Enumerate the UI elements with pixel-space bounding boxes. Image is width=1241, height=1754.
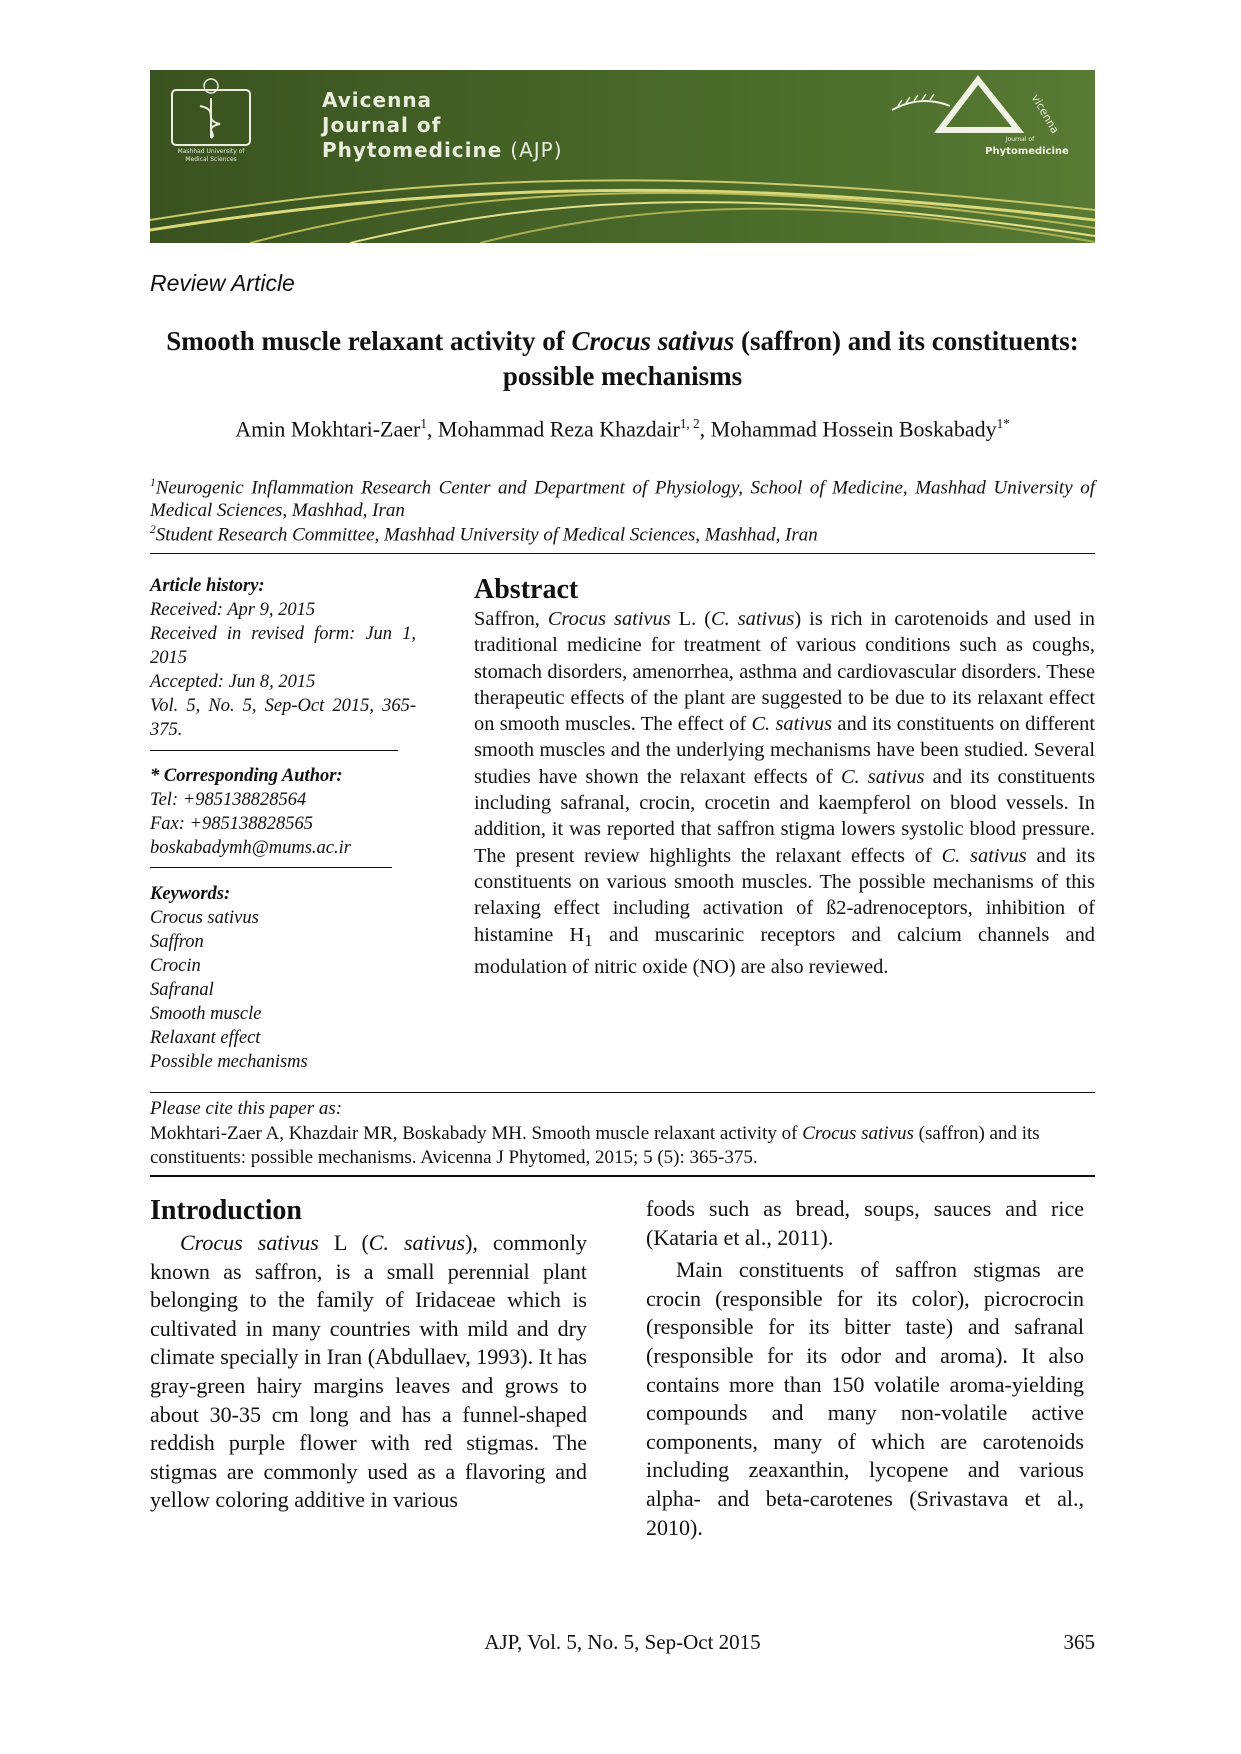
banner-title-abbrev: (AJP) [510,138,563,162]
author-list [150,416,1095,442]
author-3-sup: 1* [996,416,1010,431]
revised-date: Received in revised form: Jun 1, 2015 [150,624,416,668]
abstract-s6-sub: 1 [584,930,593,950]
author-2: , Mohammad Reza Khazdair [426,416,680,442]
abstract-s5-italic: C. sativus [941,844,1027,867]
banner-title-line3-wrap [322,138,563,163]
abstract-s2-italic: C. sativus [711,608,795,630]
intro-italic-1: Crocus sativus [180,1230,319,1255]
affiliation-2-sup: 2 [150,524,156,536]
keyword: Crocus sativus [150,908,259,928]
abstract-s4-italic: C. sativus [840,765,925,788]
corr-fax: Fax: +985138828565 [150,814,314,834]
banner-title [322,88,563,163]
author-3: , Mohammad Hossein Boskabady [699,416,997,442]
abstract-heading: Abstract [474,574,579,605]
intro-column-right [646,1195,1084,1542]
title-part1: Smooth muscle relaxant activity of [166,326,572,356]
keywords-block [150,882,416,1074]
sidebar-divider-1 [150,750,398,751]
divider-top [150,553,1095,554]
journal-banner [150,70,1095,243]
affiliation-2 [150,519,1095,546]
banner-title-line3: Phytomedicine [322,138,503,162]
banner-title-line2: Journal of [322,113,442,137]
page-number: 365 [1063,1630,1095,1654]
banner-right-name: Phytomedicine [985,146,1069,157]
author-1-sup: 1 [420,416,427,431]
keyword: Smooth muscle [150,1004,262,1024]
abstract-text [474,606,1095,980]
abstract-s6: and its constituents on various smooth muscles. The possible mechanisms of this relaxing effect including activation of ß2-adrenoceptors, inhibition of histamine H [474,844,1096,946]
title-italic: Crocus sativus [571,326,735,356]
keyword: Crocin [150,956,201,976]
author-1: Amin Mokhtari-Zaer [235,416,421,442]
cite-label: Please cite this paper as: [150,1098,343,1119]
abstract-s2: L. ( [670,608,712,630]
abstract-s1: Saffron, [474,608,548,630]
footer-journal: AJP, Vol. 5, No. 5, Sep-Oct 2015 [484,1630,761,1654]
corr-tel: Tel: +985138828564 [150,790,307,810]
intro-p1-b: ), commonly known as saffron, is a small perennial plant belonging to the family of Iridaceae which is cultivated in many countries with mild and dry climate specially in Iran (Abdullaev, 1993). It has gray-green hairy margins leaves and grows to about 30-35 cm long and has a funnel-shaped reddish purple flower with red stigmas. The stigmas are commonly used as a flavoring and yellow coloring additive in various [150,1230,587,1513]
intro-p1-continued: foods such as bread, soups, sauces and rice (Kataria et al., 2011). [646,1196,1084,1250]
keyword: Safranal [150,980,214,1000]
affiliation-1 [150,472,1095,522]
corresponding-author [150,764,416,860]
banner-title-line1: Avicenna [322,88,433,112]
author-2-sup: 1, 2 [679,416,700,431]
intro-column-left [150,1229,587,1515]
banner-right-small: Journal of [1005,136,1035,143]
abstract-s5: and its constituents including safranal, crocin, crocetin and kaempferol on blood vessels. In addition, it was reported that saffron stigma lowers systolic blood pressure. The present review highlights the relaxant effects of [474,765,1095,867]
abstract-s3: ) is rich in carotenoids and used in traditional medicine for treatment of various conditions such as coughs, stomach disorders, amenorrhea, asthma and cardiovascular disorders. These therapeutic effects of the plant are suggested to be due to its relaxant effect on smooth muscles. The effect of [474,608,1095,736]
intro-p1-a: L ( [318,1230,369,1255]
keyword: Saffron [150,932,204,952]
intro-p2: Main constituents of saffron stigmas are crocin (responsible for its color), picrocrocin (responsible for its bitter taste) and safranal (responsible for its odor and aroma). It also contains more than 150 volatile aroma-yielding compounds and many non-volatile active components, many of which are carotenoids including zeaxanthin, lycopene and various alpha- and beta-carotenes (Srivastava et al., 2010). [646,1257,1084,1540]
banner-arc-text: vicenna [1028,92,1062,136]
title-part2: (saffron) and its constituents: possible mechanisms [502,326,1079,391]
accepted-date: Accepted: Jun 8, 2015 [150,672,316,692]
abstract-s7: and muscarinic receptors and calcium channels and modulation of nitric oxide (NO) are also reviewed. [474,923,1096,978]
affiliation-1-sup: 1 [150,477,156,489]
corr-label: * Corresponding Author: [150,766,343,786]
citation-text [150,1122,1095,1170]
cite-c1-italic: Crocus sativus [802,1123,914,1144]
divider-middle [150,1092,1095,1093]
volume-info: Vol. 5, No. 5, Sep-Oct 2015, 365-375. [150,696,416,740]
corr-email[interactable]: boskabadymh@mums.ac.ir [150,838,351,858]
keywords-label: Keywords: [150,884,231,904]
paper-title [150,324,1095,394]
affiliation-1-text: Neurogenic Inflammation Research Center and Department of Physiology, School of Medicine, Mashhad University of Medical Sciences, Mashhad, Iran [150,477,1095,522]
cite-c2: (saffron) and its constituents: possible mechanisms. Avicenna J Phytomed, 2015; 5 (5): 365-375. [150,1123,1040,1168]
introduction-heading: Introduction [150,1195,302,1226]
abstract-s1-italic: Crocus sativus [547,608,671,630]
divider-bottom [150,1175,1095,1177]
keyword: Possible mechanisms [150,1052,308,1072]
article-history [150,574,416,742]
received-date: Received: Apr 9, 2015 [150,600,316,620]
affiliation-2-text: Student Research Committee, Mashhad University of Medical Sciences, Mashhad, Iran [155,524,818,546]
abstract-s4: and its constituents on different smooth muscles and the underlying mechanisms have been studied. Several studies have shown the relaxant effects of [474,713,1095,788]
abstract-s3-italic: C. sativus [751,713,833,736]
cite-c1: Mokhtari-Zaer A, Khazdair MR, Boskabady MH. Smooth muscle relaxant activity of [150,1123,803,1144]
intro-italic-2: C. sativus [368,1230,466,1255]
banner-artwork [150,70,1095,243]
article-type: Review Article [150,270,295,296]
university-name: Mashhad University of Medical Sciences [177,148,245,163]
keyword: Relaxant effect [150,1028,261,1048]
history-label: Article history: [150,576,265,596]
sidebar-divider-2 [150,867,392,868]
